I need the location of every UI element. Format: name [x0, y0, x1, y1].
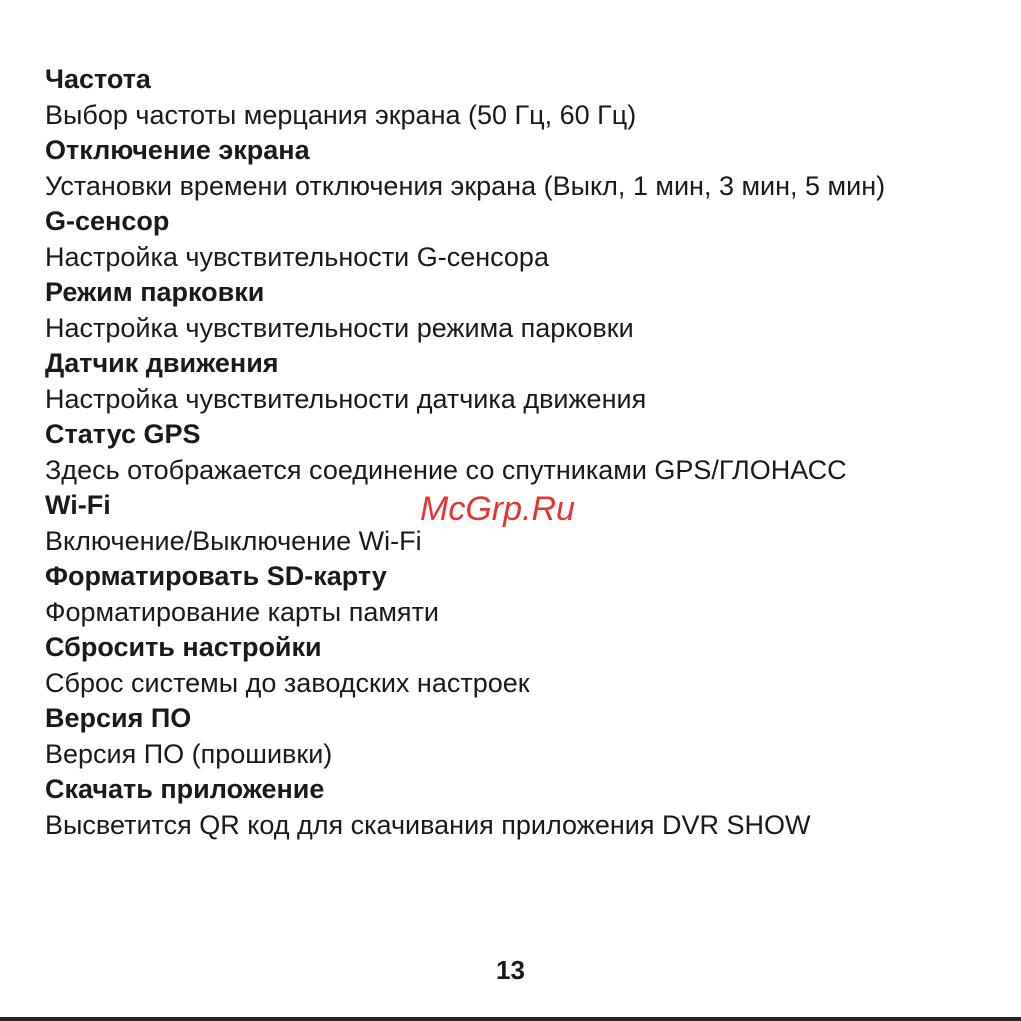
section-g-sensor: [45, 204, 1005, 275]
section-description: Версия ПО (прошивки): [45, 738, 333, 769]
section-title: Форматировать SD-карту: [45, 561, 387, 591]
section-parking-mode: [45, 275, 1005, 346]
section-screen-off: [45, 133, 1005, 204]
section-gps-status: [45, 417, 1005, 488]
manual-content: [45, 62, 1005, 843]
section-title: Wi-Fi: [45, 490, 111, 520]
watermark: McGrp.Ru: [420, 490, 575, 528]
section-firmware-version: [45, 701, 1005, 772]
page-number: 13: [496, 955, 525, 985]
section-format-sd: [45, 559, 1005, 630]
section-title: Статус GPS: [45, 419, 201, 449]
section-description: Включение/Выключение Wi-Fi: [45, 525, 422, 556]
section-title: G-сенсор: [45, 206, 170, 236]
section-description: Здесь отображается соединение со спутниками GPS/ГЛОНАСС: [45, 454, 847, 485]
section-description: Сброс системы до заводских настроек: [45, 667, 530, 698]
section-title: Версия ПО: [45, 703, 192, 733]
bottom-divider: [0, 1017, 1021, 1021]
section-wifi: [45, 488, 1005, 559]
section-description: Установки времени отключения экрана (Выкл, 1 мин, 3 мин, 5 мин): [45, 170, 886, 201]
section-title: Частота: [45, 64, 151, 94]
section-title: Сбросить настройки: [45, 632, 322, 662]
section-frequency: [45, 62, 1005, 133]
section-title: Скачать приложение: [45, 774, 325, 804]
section-motion-sensor: [45, 346, 1005, 417]
section-title: Отключение экрана: [45, 135, 310, 165]
section-title: Датчик движения: [45, 348, 279, 378]
section-title: Режим парковки: [45, 277, 265, 307]
section-description: Форматирование карты памяти: [45, 596, 439, 627]
section-description: Настройка чувствительности G-сенсора: [45, 241, 549, 272]
section-reset-settings: [45, 630, 1005, 701]
section-description: Выбор частоты мерцания экрана (50 Гц, 60 Гц): [45, 99, 637, 130]
section-description: Настройка чувствительности датчика движения: [45, 383, 647, 414]
section-description: Высветится QR код для скачивания приложения DVR SHOW: [45, 809, 811, 840]
section-description: Настройка чувствительности режима парковки: [45, 312, 634, 343]
section-download-app: [45, 772, 1005, 843]
